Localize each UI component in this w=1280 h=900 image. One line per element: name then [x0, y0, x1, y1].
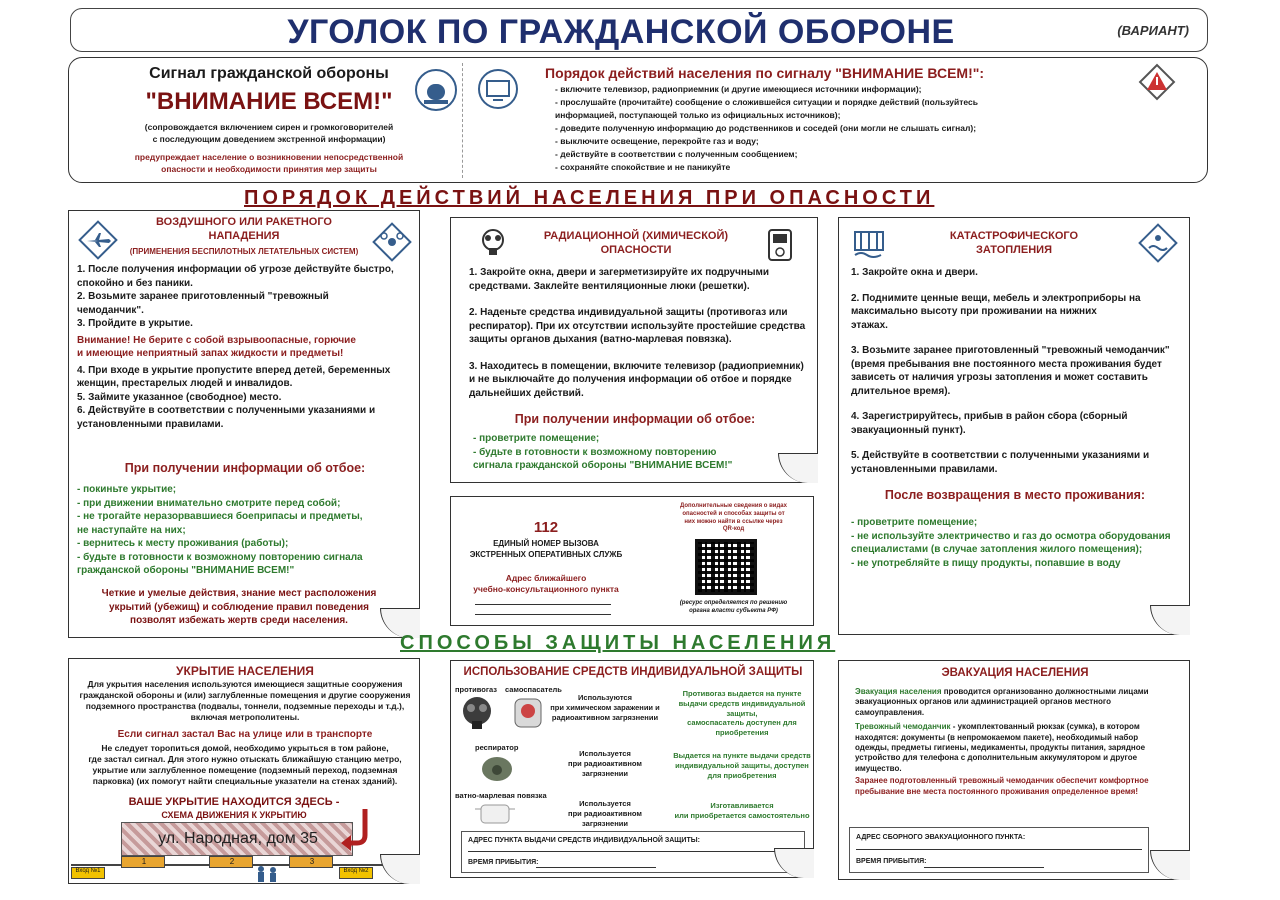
air-warning: и имеющие неприятный запах жидкости и предметы! — [77, 348, 344, 359]
rad-steps — [469, 266, 814, 400]
rad-allclear-list — [473, 432, 793, 473]
order-item: - прослушайте (прочитайте) сообщение о сложившейся ситуации и порядке действий (пользуйтесь — [555, 97, 978, 108]
evac-line: проводится организованно должностными лицами — [941, 687, 1149, 696]
air-footer-line: Четкие и умелые действия, знание мест расположения — [101, 588, 377, 599]
air-footer-line: укрытий (убежищ) и соблюдение правил поведения — [109, 601, 369, 613]
title-bar — [70, 8, 1208, 52]
air-allclear-title: При получении информации об отбое: — [124, 461, 366, 475]
rad-title-2: ОПАСНОСТИ — [600, 244, 672, 256]
allclear-item: - при движении внимательно смотрите перед собой; — [77, 497, 341, 509]
evac-line: одежды, предметы гигиены, медикаменты, продукты питания, зарядное — [855, 742, 1146, 752]
evac-line: самоуправления. — [855, 707, 925, 717]
info-panel — [450, 496, 814, 626]
air-warning: Внимание! Не берите с собой взрывоопасные, горючие — [77, 334, 356, 346]
evac-note: пребывание вне места постоянного проживания определенное время! — [855, 786, 1139, 796]
entrance-3-block — [289, 856, 333, 868]
danger-heading: ПОРЯДОК ДЕЙСТВИЙ НАСЕЛЕНИЯ ПРИ ОПАСНОСТИ — [244, 187, 935, 209]
usage-line: загрязнении — [582, 818, 628, 828]
air-step-text: 4. При входе в укрытие пропустите вперед детей, беременных — [77, 364, 391, 376]
consult-address-label-2: учебно-консультационного пункта — [473, 584, 619, 594]
air-step-text: женщин, престарелых людей и инвалидов. — [77, 378, 293, 389]
flood-step-text: максимально высоту при проживании на нижних — [851, 306, 1097, 317]
order-title: Порядок действий населения по сигналу "ВНИМАНИЕ ВСЕМ!": — [545, 65, 985, 81]
air-attack-panel — [68, 210, 420, 638]
radiation-panel — [450, 217, 818, 483]
allclear-item: - будьте в готовности к возможному повторению сигнала — [77, 551, 363, 563]
gasmask-icon — [477, 226, 509, 258]
usage-2 — [543, 749, 667, 778]
evacuation-panel — [838, 660, 1190, 880]
ppe-time-label: ВРЕМЯ ПРИБЫТИЯ: — [468, 859, 539, 866]
shelter-street-line: где застал сигнал. Для этого нужно отыскать ближайшую станцию метро, — [88, 754, 402, 765]
allclear-item: - будьте в готовности к возможному повторению — [473, 446, 717, 458]
qr-caption-line: Дополнительные сведения о видах — [680, 503, 787, 509]
entrance-1-block — [121, 856, 165, 868]
drowning-icon — [1137, 222, 1179, 264]
signal-warn-1: предупреждает население о возникновении непосредственной — [134, 152, 404, 162]
emergency-number-label-2: ЭКСТРЕННЫХ ОПЕРАТИВНЫХ СЛУЖБ — [469, 550, 623, 559]
evac-text — [855, 687, 1185, 797]
usage-line: Используется — [579, 799, 631, 808]
air-steps — [77, 263, 417, 431]
get-line: защиты, — [726, 708, 758, 718]
consult-address-label-1: Адрес ближайшего — [505, 573, 587, 583]
signal-divider — [462, 63, 463, 178]
signal-desc-2: с последующим доведением экстренной информации) — [152, 134, 386, 144]
flood-step-text: 3. Возьмите заранее приготовленный "тревожный чемоданчик" — [851, 345, 1170, 356]
warning-icon — [1137, 62, 1177, 102]
allclear-item: сигнала гражданской обороны "ВНИМАНИЕ ВСЕМ!" — [473, 460, 733, 471]
gauze-bandage-icon — [475, 801, 515, 827]
ppe-title: ИСПОЛЬЗОВАНИЕ СРЕДСТВ ИНДИВИДУАЛЬНОЙ ЗАЩИТЫ — [463, 666, 803, 678]
rescuer-icon — [509, 695, 547, 731]
evac-line: находятся: документы (в непромокаемом пакете), необходимый набор — [855, 732, 1139, 742]
get-line: индивидуальной защиты, доступен — [675, 760, 809, 770]
dam-icon — [853, 228, 887, 260]
evac-address-box — [849, 827, 1149, 873]
entrance-1-label: Вход №1 — [71, 867, 105, 879]
rad-step-text: средствами. Заклейте вентиляционные люки (решетки). — [469, 280, 750, 292]
allclear-item: - не трогайте неразорвавшиеся боеприпасы и предметы, — [77, 511, 363, 522]
usage-line: Используются — [578, 693, 632, 702]
qr-note-line: (ресурс определяется по решению — [679, 600, 788, 606]
respirator-icon — [477, 753, 517, 783]
get-line: самоспасатель доступен для — [687, 718, 797, 728]
evac-time-label: ВРЕМЯ ПРИБЫТИЯ: — [856, 858, 927, 865]
get-2 — [671, 751, 813, 780]
shelter-here: ВАШЕ УКРЫТИЕ НАХОДИТСЯ ЗДЕСЬ - — [128, 796, 340, 808]
allclear-item: - покиньте укрытие; — [77, 484, 177, 495]
flood-return-title: После возвращения в место проживания: — [884, 488, 1146, 502]
shelter-street-line: укрытие или заглубленное помещение (подземный переход, подземная — [92, 765, 398, 776]
flood-title-2: ЗАТОПЛЕНИЯ — [975, 244, 1052, 256]
get-line: приобретения — [715, 728, 769, 737]
ppe-address-label: АДРЕС ПУНКТА ВЫДАЧИ СРЕДСТВ ИНДИВИДУАЛЬНОЙ ЗАЩИТЫ: — [468, 837, 700, 844]
get-line: или приобретается самостоятельно — [674, 810, 810, 820]
flood-step-text: установленными правилами. — [851, 463, 998, 475]
shelter-street-line: парковка) (их помогут найти специальные указатели на стенах зданий). — [92, 776, 398, 787]
flood-step-text: 4. Зарегистрируйтесь, прибыв в район сбора (сборный — [851, 411, 1128, 422]
air-footer-line: позволят избежать жертв среди населения. — [130, 615, 348, 626]
return-item: - проветрите помещение; — [851, 517, 978, 528]
signal-name: "ВНИМАНИЕ ВСЕМ!" — [145, 88, 393, 115]
qr-note — [661, 600, 806, 616]
flood-step-text: (время пребывания вне постоянного места проживания будет — [851, 358, 1162, 370]
evac-time-line[interactable] — [924, 856, 1044, 868]
gasmask-icon — [457, 695, 497, 731]
flood-step-text: 5. Действуйте в соответствии с полученными указаниями и — [851, 450, 1150, 461]
page-curl — [380, 854, 420, 884]
shelter-desc-line: гражданской обороны и (или) заглубленные помещения и другие сооружения — [79, 690, 411, 701]
allclear-item: не наступайте на них; — [77, 524, 186, 536]
rad-step-text: 2. Наденьте средства индивидуальной защиты (противогаз или — [469, 307, 788, 318]
ppe-address-box — [461, 831, 805, 873]
page-curl — [1150, 605, 1190, 635]
usage-1 — [543, 693, 667, 722]
evac-line: устройство для телефона с дополнительным аккумулятором и другое — [855, 753, 1138, 763]
qr-note-line: органа власти субъекта РФ) — [689, 607, 778, 614]
flood-step-text: длительное время). — [851, 385, 951, 397]
rad-step-text: 3. Находитесь в помещении, включите телевизор (радиоприемник) — [469, 360, 804, 372]
qr-caption — [661, 503, 806, 534]
return-item: - не используйте электричество и газ до осмотра оборудования — [851, 530, 1171, 542]
block-number: 2 — [229, 857, 235, 866]
allclear-item: гражданской обороны "ВНИМАНИЕ ВСЕМ!" — [77, 565, 295, 576]
rad-allclear-title: При получении информации об отбое: — [514, 412, 756, 426]
shelter-street-line: Не следует торопиться домой, необходимо укрыться в том районе, — [101, 743, 389, 753]
qr-code[interactable] — [695, 539, 757, 595]
usage-line: радиоактивном загрязнении — [551, 712, 659, 722]
qr-caption-line: QR-код — [722, 526, 745, 533]
usage-3 — [543, 799, 667, 828]
qr-caption-line: них можно найти в ссылке через — [684, 518, 783, 525]
order-item: - сохраняйте спокойствие и не паникуйте — [555, 162, 731, 173]
gauze-label: ватно-марлевая повязка — [455, 791, 547, 800]
air-step-text: установленными правилами. — [77, 418, 224, 430]
rad-step-text: и не выключайте до получения информации об отбое и порядке — [469, 374, 792, 385]
evac-address-line[interactable] — [856, 838, 1142, 850]
get-line: Выдается на пункте выдачи средств — [673, 751, 811, 760]
rad-step-text: защиты органов дыхания (ватно-марлевая повязка). — [469, 334, 732, 345]
air-step-text: 3. Пройдите в укрытие. — [77, 318, 193, 329]
evac-address-label: АДРЕС СБОРНОГО ЭВАКУАЦИОННОГО ПУНКТА: — [856, 834, 1026, 841]
evac-note: Заранее подготовленный тревожный чемоданчик обеспечит комфортное — [855, 776, 1149, 786]
shelter-desc-line: подземного пространства (подвалы, тоннели, подземные переходы и т.д.), — [85, 701, 405, 712]
dosimeter-icon — [767, 228, 795, 262]
air-subtitle: (ПРИМЕНЕНИЯ БЕСПИЛОТНЫХ ЛЕТАТЕЛЬНЫХ СИСТЕМ) — [129, 247, 359, 256]
signal-title: Сигнал гражданской обороны — [149, 65, 389, 82]
get-line: для приобретения — [707, 770, 777, 780]
drone-icon — [371, 221, 413, 263]
evac-line: эвакуационных органов или администрацией органов местного — [855, 697, 1112, 707]
shelter-desc-line: включая метрополитены. — [190, 712, 300, 723]
usage-line: Используется — [579, 749, 631, 758]
ppe-panel — [450, 660, 814, 878]
signal-desc-1: (сопровождается включением сирен и громкоговорителей — [144, 122, 394, 132]
flood-title-1: КАТАСТРОФИЧЕСКОГО — [949, 230, 1079, 242]
evac-line: - укомплектованный рюкзак (сумка), в котором — [950, 722, 1140, 732]
page-curl — [774, 848, 814, 878]
protection-heading: СПОСОБЫ ЗАЩИТЫ НАСЕЛЕНИЯ — [400, 632, 836, 654]
rad-step-text: дальнейших действий. — [469, 387, 584, 399]
usage-line: загрязнении — [582, 768, 628, 778]
order-item: - действуйте в соответствии с полученным сообщением; — [555, 149, 798, 160]
return-item: специалистами (в случае затопления жилого помещения); — [851, 544, 1143, 555]
emergency-number-label-1: ЕДИНЫЙ НОМЕР ВЫЗОВА — [493, 539, 599, 548]
air-step-text: 1. После получения информации об угрозе действуйте быстро, — [77, 264, 394, 275]
tv-info-icon — [477, 68, 519, 110]
shelter-scheme-title: СХЕМА ДВИЖЕНИЯ К УКРЫТИЮ — [161, 810, 307, 820]
flood-step-text: 2. Поднимите ценные вещи, мебель и электроприборы на — [851, 292, 1141, 304]
variant-label: (ВАРИАНТ) — [1117, 23, 1189, 38]
gasmask-label: противогаз — [455, 685, 497, 694]
air-step-text: 2. Возьмите заранее приготовленный "тревожный — [77, 291, 329, 302]
order-item: информацией, поступающей только из официальных источников); — [555, 110, 841, 121]
flood-return-list — [851, 516, 1191, 570]
page-title: УГОЛОК ПО ГРАЖДАНСКОЙ ОБОРОНЕ — [287, 13, 955, 51]
respirator-label: респиратор — [475, 743, 519, 752]
usage-line: при радиоактивном — [568, 758, 642, 768]
air-step-text: спокойно и без паники. — [77, 277, 193, 289]
block-number: 1 — [141, 857, 147, 866]
route-arrow-icon — [339, 807, 375, 853]
usage-line: при химическом заражении и — [550, 702, 660, 712]
building-address: ул. Народная, дом 35 — [158, 830, 318, 847]
usage-line: при радиоактивном — [568, 808, 642, 818]
air-step-text: 5. Займите указанное (свободное) место. — [77, 391, 282, 403]
air-allclear-list — [77, 483, 417, 578]
shelter-desc-line: Для укрытия населения используются имеющиеся защитные сооружения — [87, 679, 403, 689]
order-item: - выключите освещение, перекройте газ и воду; — [555, 136, 759, 147]
entrance-2-label: Вход №2 — [339, 867, 373, 879]
air-step-text: чемоданчик". — [77, 304, 144, 316]
shelter-desc — [73, 679, 417, 723]
shelter-street-desc — [73, 743, 417, 787]
air-footer — [79, 587, 399, 628]
evac-line: имущество. — [855, 763, 902, 773]
qr-caption-line: опасностей и способах защиты от — [682, 510, 785, 517]
flood-panel — [838, 217, 1190, 635]
page-curl — [1150, 850, 1190, 880]
signal-panel — [68, 57, 1208, 183]
get-1 — [671, 689, 813, 738]
order-item: - доведите полученную информацию до родственников и соседей (они могли не слышать сигнал); — [555, 123, 977, 134]
rescuer-label: самоспасатель — [505, 685, 562, 694]
people-icon — [253, 865, 283, 883]
allclear-item: - вернитесь к месту проживания (работы); — [77, 538, 289, 549]
get-line: Противогаз выдается на пункте — [682, 689, 802, 698]
return-item: - не употребляйте в пищу продукты, попавшие в воду — [851, 557, 1121, 569]
building-scheme — [121, 822, 353, 856]
evac-title: ЭВАКУАЦИЯ НАСЕЛЕНИЯ — [941, 667, 1089, 679]
flood-step-text: 1. Закройте окна и двери. — [851, 267, 978, 278]
order-list — [555, 84, 1115, 175]
air-title-1: ВОЗДУШНОГО ИЛИ РАКЕТНОГО — [155, 216, 332, 228]
emergency-number: 112 — [533, 519, 559, 536]
siren-icon — [414, 68, 458, 112]
evac-term: Эвакуация населения — [855, 687, 942, 696]
shelter-panel — [68, 658, 420, 884]
evac-term: Тревожный чемоданчик — [855, 722, 951, 732]
plane-icon — [77, 219, 119, 261]
get-3 — [671, 801, 813, 821]
air-step-text: 6. Действуйте в соответствии с полученными указаниями и — [77, 405, 376, 416]
rad-step-text: респиратор). При их отсутствии используйте простейшие средства — [469, 320, 806, 332]
rad-step-text: 1. Закройте окна, двери и загерметизируйте их подручными — [469, 267, 770, 278]
allclear-item: - проветрите помещение; — [473, 433, 600, 444]
signal-warn-2: опасности и необходимости принятия мер защиты — [161, 164, 377, 174]
entrance-2-block — [209, 856, 253, 868]
shelter-street-title: Если сигнал застал Вас на улице или в транспорте — [117, 729, 373, 740]
order-item: - включите телевизор, радиоприемник (и другие имеющиеся источники информации); — [555, 84, 922, 94]
flood-step-text: этажах. — [851, 319, 888, 331]
flood-steps — [851, 266, 1191, 476]
air-title-2: НАПАДЕНИЯ — [208, 230, 280, 242]
shelter-title: УКРЫТИЕ НАСЕЛЕНИЯ — [176, 664, 314, 678]
flood-step-text: зависеть от наличия угрозы затопления и может составить — [851, 372, 1148, 383]
ppe-address-line[interactable] — [468, 840, 798, 852]
page-curl — [778, 453, 818, 483]
get-line: Изготавливается — [710, 801, 774, 810]
get-line: выдачи средств индивидуальной — [678, 698, 806, 708]
rad-title-1: РАДИАЦИОННОЙ (ХИМИЧЕСКОЙ) — [543, 230, 729, 242]
ppe-time-line[interactable] — [536, 856, 656, 868]
address-line — [475, 603, 611, 615]
block-number: 3 — [309, 857, 315, 866]
flood-step-text: эвакуационный пункт). — [851, 424, 966, 436]
